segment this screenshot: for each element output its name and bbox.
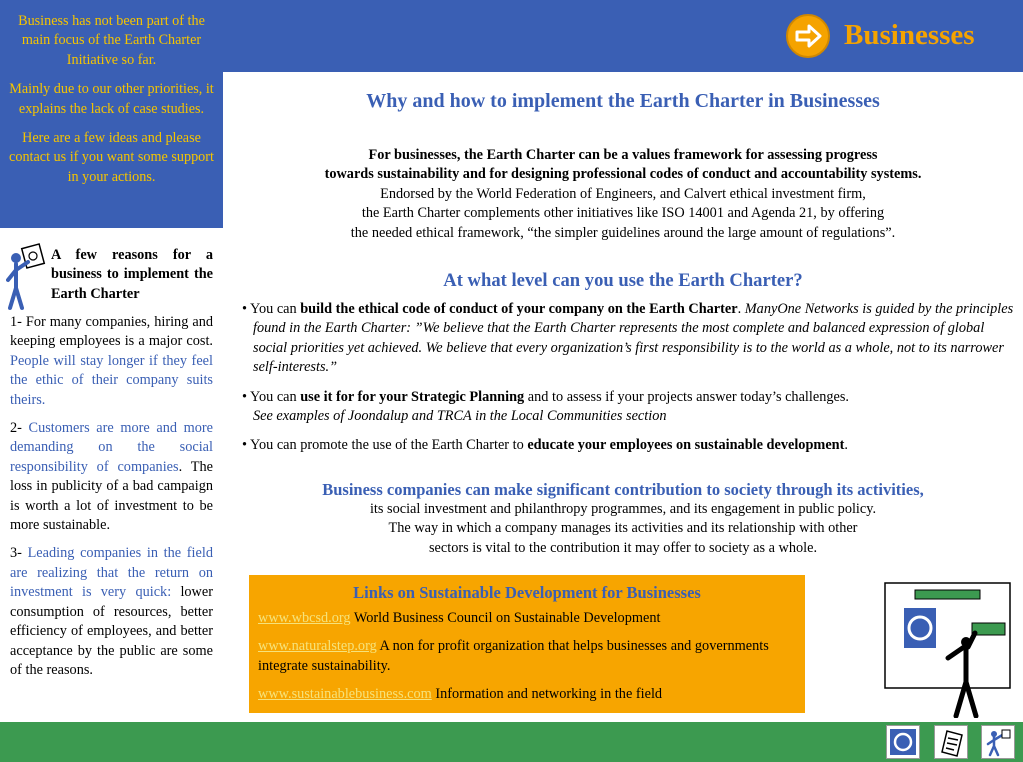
reasons-heading: A few reasons for a business to implement the Earth Charter [51,247,213,302]
reason-2-highlight: Customers are more and more demanding on the social responsibility of companies [10,420,213,475]
reasons-list [10,313,213,689]
reason-2-number: 2- [10,420,29,437]
intro-bold-2: towards sustainability and for designing professional codes of conduct and accountability systems. [324,166,922,183]
person-with-sign-icon [6,240,46,312]
bullet-1-quote: ManyOne Networks is guided by the principles found in the Earth Charter: ”We believe that the Earth Charter represents the most complete and balanced expression of global social priorities yet achieved. We believe that every organization’s first responsibility is to the world as a whole, not to its narrower self-interests.” [253,301,1014,376]
reasons-column [6,230,216,720]
level-heading: At what level can you use the Earth Charter? [443,270,803,292]
document-icon[interactable] [934,725,968,759]
intro-line-3: Endorsed by the World Federation of Engineers, and Calvert ethical investment firm, [380,185,866,202]
reason-1-highlight: People will stay longer if they feel the ethic of their company suits theirs. [10,352,213,408]
arrow-right-icon[interactable] [786,14,830,58]
reason-1 [10,313,213,410]
presenter-illustration [880,578,1020,718]
contribution-line-2: its social investment and philanthropy programmes, and its engagement in public policy. [369,500,877,517]
contribution-line-4: sectors is vital to the contribution it may offer to society as a whole. [428,539,818,556]
link-wbcsd-desc: World Business Council on Sustainable Development [350,610,661,626]
intro-text-2: Mainly due to our other priorities, it explains the lack of case studies. [9,81,214,117]
reason-3-text: lower consumption of resources, better efficiency of employees, and better acceptance by the public are some of the reasons. [10,584,213,678]
globe-icon[interactable] [886,725,920,759]
level-bullet-1 [232,300,1014,378]
contribution-line-3: The way in which a company manages its activities and its relationship with other [388,520,858,537]
intro-text-1: Business has not been part of the main focus of the Earth Charter Initiative so far. [18,13,205,68]
bullet-1-prefix: • You can [242,301,301,318]
contribution-heading: Business companies can make significant contribution to society through its activities, [322,479,924,499]
link-wbcsd[interactable]: www.wbcsd.org [258,610,351,626]
link-item [258,609,796,628]
link-naturalstep-desc: A non for profit organization that helps businesses and governments integrate sustainability. [258,638,769,674]
bullet-3-punct: . [844,437,848,454]
link-naturalstep[interactable]: www.naturalstep.org [258,638,377,655]
reason-2 [10,419,213,535]
main-content [232,90,1014,558]
bullet-3-bold: educate your employees on sustainable development [527,437,845,454]
reason-3 [10,544,213,680]
link-item [258,637,796,676]
intro-panel [0,0,223,228]
bullet-1-punct: . [737,301,745,318]
link-item [258,685,796,704]
main-heading: Why and how to implement the Earth Charter in Businesses [366,90,880,112]
bullet-2-text: and to assess if your projects answer today’s challenges. [524,388,849,405]
reason-3-highlight: Leading companies in the field are realizing that the return on investment is very quick: [10,545,213,601]
level-bullet-2 [232,388,1014,427]
bullet-2-prefix: • You can [242,388,301,405]
page-title: Businesses [844,19,975,51]
bullet-2-examples: See examples of Joondalup and TRCA in the Local Communities section [253,408,667,425]
reason-3-number: 3- [10,545,28,562]
level-bullet-3 [232,436,1014,455]
reason-1-text: 1- For many companies, hiring and keeping employees is a major cost. [10,314,213,350]
bullet-1-bold: build the ethical code of conduct of your company on the Earth Charter [300,301,738,318]
person-icon[interactable] [981,725,1015,759]
links-panel [249,575,805,713]
link-sustainablebusiness-desc: Information and networking in the field [431,686,663,703]
bullet-3-prefix: • You can promote the use of the Earth Charter to [242,437,528,454]
intro-line-4: the Earth Charter complements other initiatives like ISO 14001 and Agenda 21, by offering [361,205,885,222]
reason-2-text: . The loss in publicity of a bad campaign is worth a lot of investment to be more sustainable. [10,458,213,534]
footer-bar [0,722,1023,762]
intro-line-5: the needed ethical framework, “the simpler guidelines around the large amount of regulations”. [350,224,896,241]
intro-bold-1: For businesses, the Earth Charter can be a values framework for assessing progress [368,147,878,163]
link-sustainablebusiness[interactable]: www.sustainablebusiness.com [258,686,432,703]
links-heading: Links on Sustainable Development for Businesses [353,583,701,602]
intro-text-3: Here are a few ideas and please contact us if you want some support in your actions. [9,130,214,185]
bullet-2-bold: use it for for your Strategic Planning [300,388,525,405]
